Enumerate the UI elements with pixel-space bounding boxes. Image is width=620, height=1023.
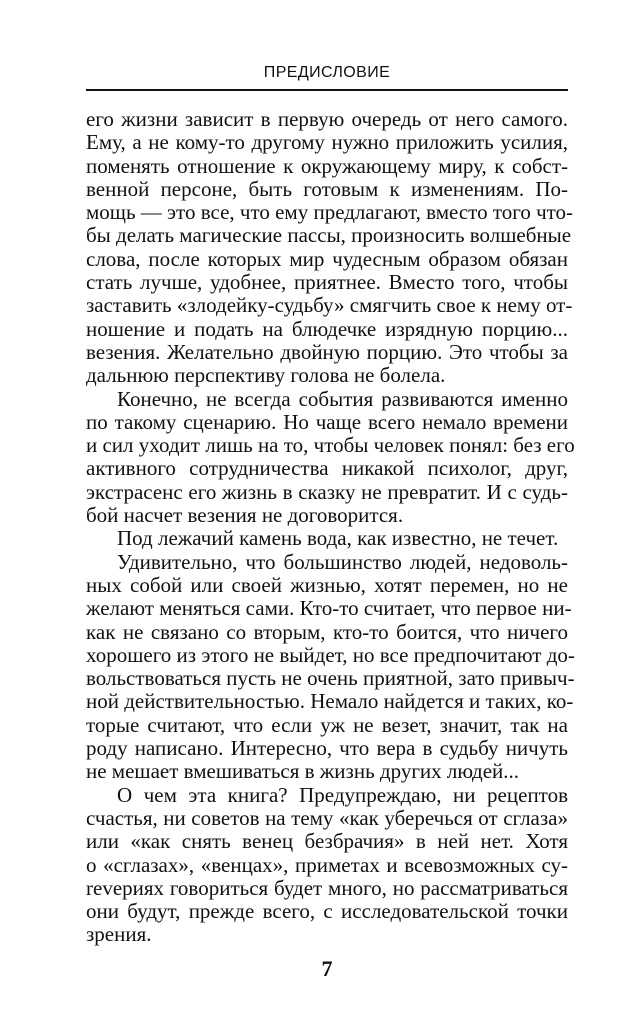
paragraph	[86, 527, 568, 550]
text-line: заставить «злодейку-судьбу» смягчить свое к нему от-	[86, 293, 573, 318]
text-line: его жизни зависит в первую очередь от него самого.	[86, 107, 568, 131]
paragraph	[86, 107, 574, 388]
text-line: роду написано. Интересно, что вера в судьбу ничуть	[86, 736, 568, 761]
text-line: везения. Желательно двойную порцию. Это чтобы за	[86, 339, 568, 364]
text-line: как не связано со вторым, кто-то боится, что ничего	[86, 619, 568, 644]
body-text	[86, 107, 575, 947]
text-line: ношение и подать на блюдечке изрядную порцию...	[86, 316, 568, 341]
text-line: бой насчет везения не договорится.	[86, 503, 404, 528]
page-number: 7	[321, 956, 333, 981]
text-line: ных собой или своей жизнью, хотят перемен, но не	[86, 572, 568, 597]
text-line: поменять отношение к окружающему миру, к собст-	[86, 153, 568, 178]
header-rule	[86, 89, 568, 91]
text-line: слова, после которых мир чудесным образом обязан	[86, 246, 568, 271]
text-line: желают меняться сами. Кто-то считает, что первое ни-	[86, 596, 572, 621]
text-line: revериях говориться будет много, но рассматриваться	[86, 875, 568, 900]
text-line: не мешает вмешиваться в жизнь других людей...	[86, 759, 520, 784]
text-line: и сил уходит лишь на то, чтобы человек понял: без его	[86, 433, 575, 458]
text-line: стать лучше, удобнее, приятнее. Вместо того, чтобы	[86, 270, 568, 295]
text-line: хорошего из этого не выйдет, но все предпочитают до-	[86, 642, 575, 667]
text-line: о «сглазах», «венцах», приметах и всевозможных су-	[86, 852, 568, 877]
text-line: мощь — это все, что ему предлагают, вместо того что-	[86, 200, 574, 225]
running-title: ПРЕДИСЛОВИЕ	[263, 64, 391, 81]
text-line: торые считают, что если уж не везет, значит, так на	[86, 712, 568, 737]
text-line: О чем эта книга? Предупреждаю, ни рецептов	[117, 782, 568, 807]
text-line: бы делать магические пассы, произносить волшебные	[86, 223, 572, 248]
text-line: дальнюю перспективу голова не болела.	[86, 363, 446, 388]
paragraph	[86, 784, 568, 947]
text-line: они будут, прежде всего, с исследовательской точки	[86, 899, 568, 924]
paragraph	[86, 549, 575, 784]
text-line: Под лежачий камень вода, как известно, не течет.	[117, 526, 559, 551]
text-line: зрения.	[86, 922, 152, 947]
text-line: ной действительностью. Немало найдется и таких, ко-	[86, 689, 574, 714]
text-line: счастья, ни советов на тему «как уберечься от сглаза»	[86, 805, 568, 830]
text-line: активного сотрудничества никакой психолог, друг,	[86, 456, 568, 481]
text-line: Ему, а не кому-то другому нужно приложить усилия,	[86, 130, 568, 155]
text-line: вольствоваться пусть не очень приятной, зато привыч-	[86, 666, 575, 691]
text-line: или «как снять венец безбрачия» в ней нет. Хотя	[86, 829, 568, 854]
text-line: экстрасенс его жизнь в сказку не превратит. И с судь-	[86, 479, 568, 504]
text-line: по такому сценарию. Но чаще всего немало времени	[86, 409, 568, 434]
text-line: венной персоне, быть готовым к изменениям. По-	[86, 176, 568, 201]
text-line: Конечно, не всегда события развиваются именно	[117, 386, 568, 411]
text-line: Удивительно, что большинство людей, недоволь-	[117, 549, 568, 574]
paragraph	[86, 386, 575, 528]
